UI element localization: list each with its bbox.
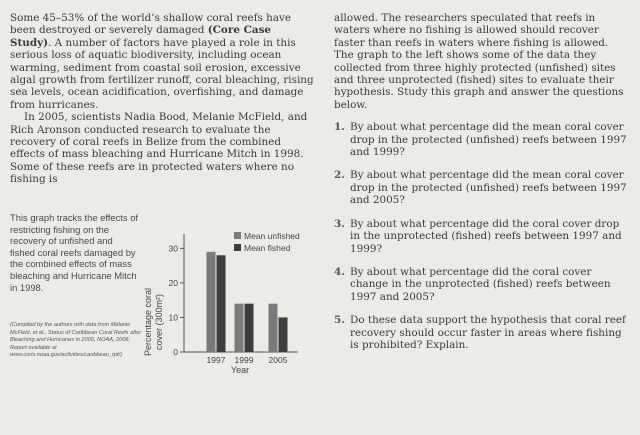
legend-label: Mean fished bbox=[244, 243, 291, 253]
bar-fished-2005 bbox=[279, 317, 288, 352]
figure-caption: This graph tracks the effects of restricting fishing on the recovery of unfished and fished coral reefs damaged by the combined effects of mass bleaching and Hurricane Mitch in 1998. bbox=[10, 212, 139, 293]
y-tick-label: 0 bbox=[173, 347, 178, 357]
y-tick-label: 10 bbox=[168, 312, 178, 323]
x-tick-label: 1997 bbox=[206, 355, 226, 365]
bar-fished-1999 bbox=[245, 304, 254, 352]
question-item bbox=[334, 169, 630, 206]
legend-swatch bbox=[234, 244, 241, 251]
question-number: 2. bbox=[334, 169, 345, 182]
y-axis-label-line1: Percentage coral bbox=[143, 287, 153, 357]
question-number: 5. bbox=[334, 314, 345, 327]
question-text: Do these data support the hypothesis that coral reef recovery should occur faster in areas where fishing is prohibited? Explain. bbox=[350, 314, 626, 351]
questions-list bbox=[334, 121, 630, 351]
y-axis-label-line2: cover (300m²) bbox=[154, 293, 164, 351]
y-tick-label: 30 bbox=[168, 243, 178, 254]
question-text: By about what percentage did the coral cover drop in the unprotected (fished) reefs between 1997 and 1999? bbox=[350, 217, 622, 255]
hypothesis-paragraph: allowed. The researchers speculated that reefs in waters where no fishing is allowed should recover faster than reefs in waters where fishing is allowed. The graph to the left shows some of the data they collected from three highly protected (unfished) sites and three unprotected (fished) sites to evaluate their hypothesis. Study this graph and answer the questions below. bbox=[334, 12, 624, 111]
legend-swatch bbox=[234, 232, 241, 239]
x-tick-label: 1999 bbox=[234, 355, 254, 365]
coral-cover-chart bbox=[138, 228, 318, 378]
research-paragraph: In 2005, scientists Nadia Bood, Melanie McField, and Rich Aronson conducted research to evaluate the recovery of coral reefs in Belize from the combined effects of mass bleaching and Hurricane Mitch in 1998. Some of these reefs are in protected waters where no fishing is bbox=[10, 111, 308, 186]
right-column bbox=[334, 12, 630, 362]
core-case-study-reference: (Core Case Study) bbox=[10, 24, 272, 49]
question-text: By about what percentage did the mean coral cover drop in the protected (unfished) reefs between 1997 and 1999? bbox=[350, 121, 627, 159]
intro-paragraph: Some 45–53% of the world’s shallow coral reefs have been destroyed or severely damaged (Core Case Study). A number of factors have played a role in this serious loss of aquatic biodiversity, including ocean warming, sediment from coastal soil erosion, excessive algal growth from fertilizer runoff, coral bleaching, rising sea levels, ocean acidification, overfishing, and damage from hurricanes. bbox=[10, 12, 314, 111]
bar-unfished-2005 bbox=[269, 304, 278, 352]
question-number: 3. bbox=[334, 217, 345, 230]
legend-label: Mean unfished bbox=[244, 231, 300, 241]
question-text: By about what percentage did the mean coral cover drop in the protected (unfished) reefs between 1997 and 2005? bbox=[350, 169, 627, 207]
question-number: 4. bbox=[334, 265, 345, 278]
question-item bbox=[334, 266, 630, 303]
y-axis-label bbox=[143, 288, 164, 356]
question-number: 1. bbox=[334, 121, 345, 134]
y-tick-label: 20 bbox=[168, 277, 178, 288]
figure-credit: (Compiled by the authors with data from Melanie McField, et al., Status of Caribbean Coral Reefs after Bleaching and Hurricanes in 2005, NOAA, 2008, Report available at www.coris.noaa.gov/activities/caribbean_rpt/) bbox=[10, 322, 142, 359]
x-tick-label: 2005 bbox=[268, 355, 288, 365]
question-item bbox=[334, 121, 630, 158]
question-item bbox=[334, 314, 630, 351]
question-item bbox=[334, 218, 630, 255]
left-column bbox=[10, 12, 315, 186]
question-text: By about what percentage did the coral cover change in the unprotected (fished) reefs between 1997 and 2005? bbox=[350, 265, 611, 303]
bar-unfished-1997 bbox=[207, 252, 216, 352]
bar-fished-1997 bbox=[217, 255, 226, 352]
x-axis-label: Year bbox=[230, 365, 250, 375]
bar-unfished-1999 bbox=[235, 304, 244, 352]
